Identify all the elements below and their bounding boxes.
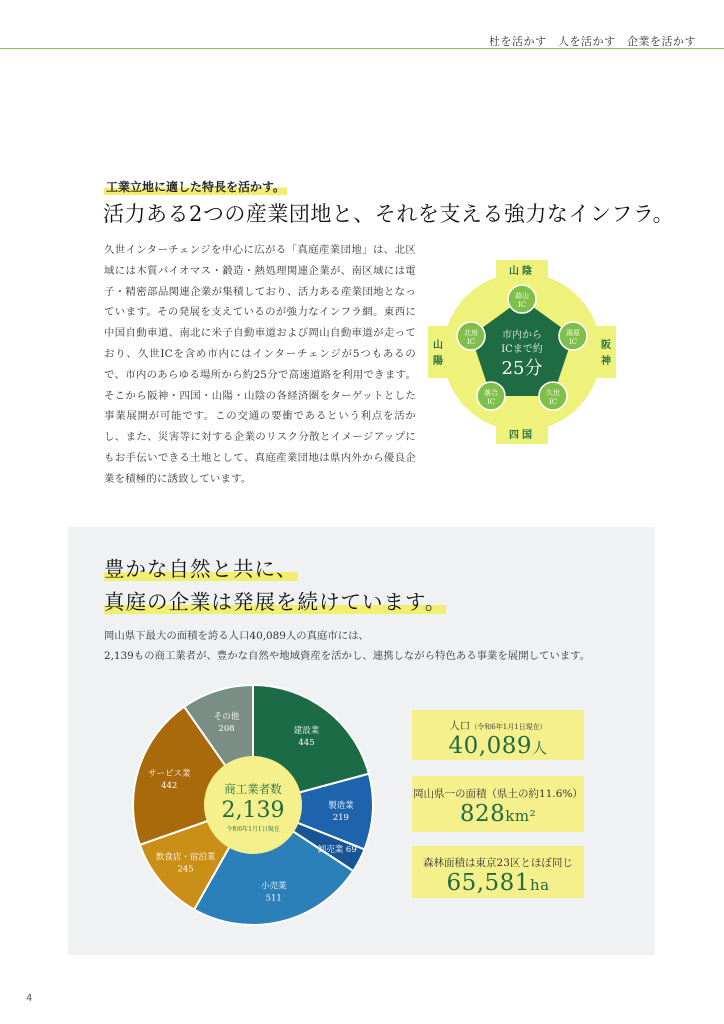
- pie-label-3: 小売業: [260, 881, 287, 892]
- ic-ochiai-ic: IC: [486, 398, 496, 406]
- pie-value-6: 208: [218, 724, 235, 735]
- center-time: 25分: [501, 358, 543, 379]
- section2-title-line2: 真庭の企業は発展を続けています。: [104, 590, 447, 614]
- section2-title-line1: 豊かな自然と共に、: [104, 557, 298, 581]
- ic-hiruzen-label: 蒜山: [515, 292, 529, 300]
- ic-hiruzen-ic: IC: [517, 301, 527, 309]
- infrastructure-diagram: [428, 258, 616, 446]
- section1-body: 久世インターチェンジを中心に広がる「真庭産業団地」は、北区域には木質バイオマス・鍛造・熱処理関連企業が、南区域には電子・精密部品関連企業が集積しており、活力ある産業団地となっています。その発展を支えているのが強力なインフラ網。東西に中国自動車道、南北に米子自動車道および岡山自動車道が走っており、久世ICを含め市内にはインターチェンジが5つもあるので、市内のあらゆる場所から約25分で高速道路を利用できます。そこから阪神・四国・山陽・山陰の各経済圏をターゲットとした事業展開が可能です。この交通の要衝であるという利点を活かし、また、災害等に対する企業のリスク分散とイメージアップにもお手伝いできる土地として、真庭産業団地は県内外から優良企業を積極的に誘致しています。: [104, 244, 416, 485]
- stat-area: [412, 776, 584, 832]
- section1-title: 活力ある2つの産業団地と、それを支える強力なインフラ。: [103, 202, 675, 226]
- ic-hokubo-ic: IC: [466, 338, 476, 346]
- stat-population: [412, 710, 584, 760]
- pie-value-3: 511: [265, 893, 282, 904]
- pie-label-4: 飲食店・宿泊業: [155, 852, 216, 863]
- region-top: 山陰: [509, 266, 535, 277]
- region-left-1: 山: [433, 340, 443, 351]
- stat-forest: [412, 846, 584, 898]
- center-line2: ICまで約: [501, 344, 543, 355]
- stat-population-note: （令和6年1月1日現在）: [470, 723, 547, 731]
- ic-yubara-label: 湯原: [566, 329, 580, 337]
- pie-value-0: 445: [298, 738, 315, 749]
- pie-label-6: その他: [213, 712, 240, 723]
- section2-body-line1: 岡山県下最大の面積を誇る人口40,089人の真庭市には、: [104, 630, 369, 642]
- pie-center-total: 2,139: [221, 798, 285, 823]
- stat-area-value: 828: [459, 801, 506, 827]
- pie-label-1: 製造業: [328, 801, 354, 812]
- region-box-right: [596, 326, 616, 378]
- pie-label-2: 卸売業 69: [317, 844, 357, 855]
- section1-eyebrow: 工業立地に適した特長を活かす。: [106, 180, 286, 194]
- stat-forest-value: 65,581: [446, 870, 530, 896]
- pie-label-0: 建設業: [293, 726, 320, 737]
- pie-value-5: 442: [161, 781, 178, 792]
- region-left-2: 陽: [433, 356, 443, 367]
- pie-label-5: サービス業: [147, 769, 191, 780]
- ic-yubara-ic: IC: [568, 338, 578, 346]
- stat-population-label: 人口: [449, 720, 471, 732]
- pie-value-4: 245: [177, 864, 194, 875]
- region-box-left: [428, 326, 448, 378]
- stat-forest-label: 森林面積は東京23区とほぼ同じ: [423, 857, 573, 869]
- ic-kuse-label: 久世: [546, 389, 560, 397]
- pie-value-1: 219: [332, 813, 349, 824]
- pie-center-title: 商工業者数: [224, 782, 282, 796]
- region-right-1: 阪: [601, 340, 611, 351]
- region-right-2: 神: [601, 356, 611, 367]
- stat-forest-unit: ha: [529, 876, 550, 894]
- stat-area-label: 岡山県一の面積（県土の約11.6%）: [413, 788, 583, 800]
- ic-kuse-ic: IC: [548, 398, 558, 406]
- header-tagline: 杜を活かす 人を活かす 企業を活かす: [489, 35, 696, 48]
- industry-pie-chart: [128, 680, 378, 930]
- pie-center-note: 令和6年1月1日現在: [226, 826, 280, 833]
- page-number: 4: [26, 993, 33, 1004]
- ic-ochiai-label: 落合: [484, 389, 498, 397]
- stat-population-value: 40,089: [448, 733, 532, 759]
- stat-area-unit: km²: [505, 807, 537, 825]
- section2-body: [104, 626, 590, 666]
- center-line1: 市内から: [502, 330, 542, 341]
- region-bottom: 四国: [509, 430, 535, 441]
- ic-hokubo-label: 北房: [464, 329, 478, 337]
- section2-body-line2: 2,139もの商工業者が、豊かな自然や地域資産を活かし、連携しながら特色ある事業を展開しています。: [104, 650, 591, 662]
- section2-title: [104, 553, 446, 619]
- stat-population-unit: 人: [531, 739, 548, 757]
